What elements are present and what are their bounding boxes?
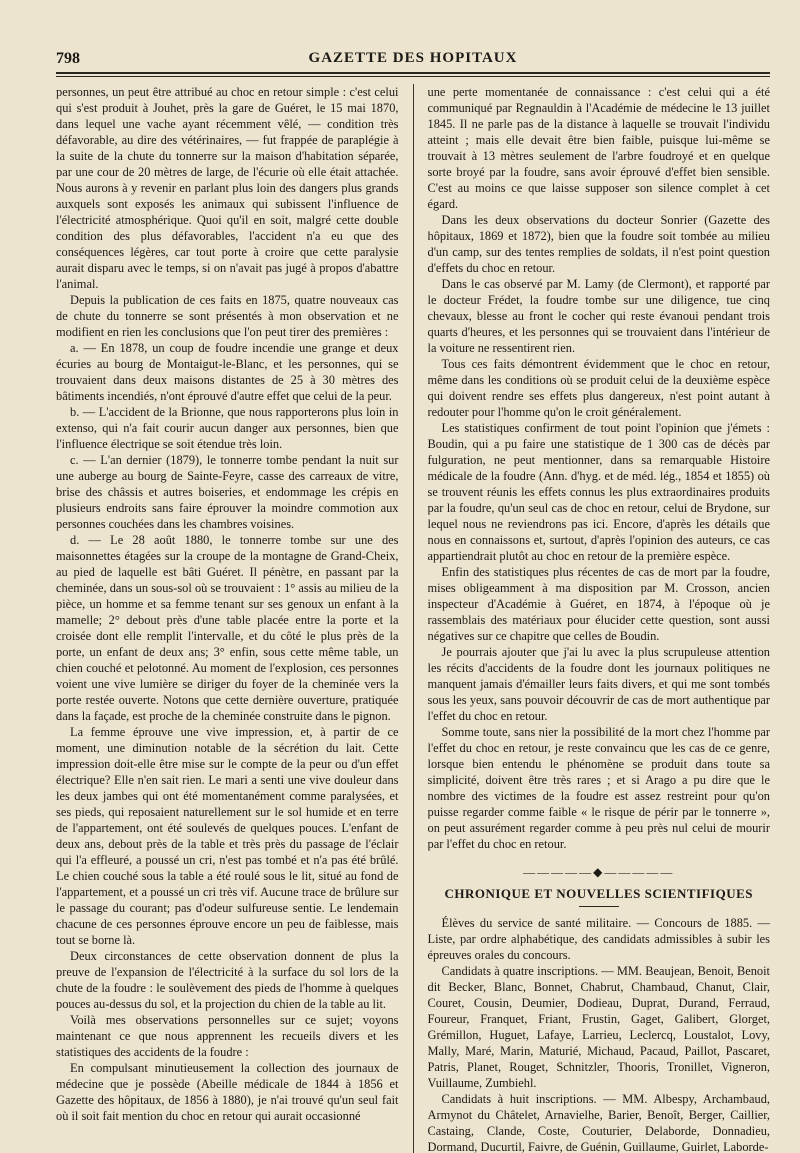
section-rule <box>579 906 619 907</box>
paragraph: c. — L'an dernier (1879), le tonnerre tombe pendant la nuit sur une auberge au bourg de Sainte-Feyre, casse des carreaux de vitre, brise des châssis et autres boiseries, et endommage les crépis en plusieurs endroits sans faire éprouver la moindre commotion aux personnes couchées dans les chambres voisines. <box>56 453 399 531</box>
page-header <box>56 48 770 70</box>
paragraph: Candidats à huit inscriptions. — MM. Albespy, Archambaud, Armynot du Châtelet, Arnavielhe, Barier, Benoît, Berger, Caillier, Castaing, Clande, Coste, Couturier, Delaborde, Donnadieu, Dormand, Ducurtil, Faivre, de Guénin, Guillaume, Guirlet, Laborde- <box>427 1092 770 1153</box>
section-body <box>428 915 771 1153</box>
column-divider <box>413 84 414 1153</box>
paragraph: Depuis la publication de ces faits en 1875, quatre nouveaux cas de chute du tonnerre se sont présentés à mon observation et ne modifient en rien les conclusions que l'on peut tirer des premières : <box>56 293 399 339</box>
right-column-body <box>428 84 771 852</box>
paragraph: Tous ces faits démontrent évidemment que le choc en retour, même dans les conditions où se produit celui de la deuxième espèce qui doivent rendre ses effets plus dangereux, n'est point autant à redouter pour l'homme qu'on le croit généralement. <box>427 357 770 419</box>
paragraph: La femme éprouve une vive impression, et, à partir de ce moment, une diminution notable de la sécrétion du lait. Cette impression doit-elle être mise sur le compte de la peur ou d'un effet électrique? Elle n'en sait rien. Le mari a senti une vive douleur dans les deux jambes qui ont été momentanément comme paralysées, et ses pieds, qui reposaient naturellement sur le sol humide et en terre de l'appartement, ont été soulevés de quelques pouces. L'enfant de deux ans, debout près de la table et très près du passage de l'éclair qui l'a effleuré, a poussé un cri, n'est pas tombé et n'a pas été brûlé. Le chien couché sous la table a été roulé sous le lit, situé au fond de l'appartement, et a poussé un cri très vif. Aucune trace de brûlure sur le passage du courant; pas d'odeur sulfureuse sentie. Le lendemain chacune de ces personnes éprouve encore un peu de faiblesse, mais tout se borne là. <box>56 725 399 947</box>
journal-title: GAZETTE DES HOPITAUX <box>308 50 518 66</box>
article-columns <box>56 84 770 1153</box>
paragraph: une perte momentanée de connaissance : c'est celui qui a été communiqué par Regnauldin à l'Académie de médecine le 13 juillet 1845. Il ne parle pas de la distance à laquelle se trouvait l'individu atteint ; mais elle devait être bien faible, puisque lui-même se trouvait à 13 mètres seulement de l'arbre foudroyé et en quelque sorte broyé par la foudre, sans avoir éprouvé d'effet bien sensible. C'est au moins ce que laisse supposer son silence complet à cet égard. <box>427 85 770 211</box>
section-ornament: —————◆————— <box>523 865 675 879</box>
paragraph: b. — L'accident de la Brionne, que nous rapporterons plus loin in extenso, qui n'a fait courir aucun danger aux personnes, bien que l'influence électrique se soit étendue très loin. <box>56 405 399 451</box>
paragraph: Dans le cas observé par M. Lamy (de Clermont), et rapporté par le docteur Frédet, la foudre tombe sur une diligence, tue cinq chevaux, blesse au front le cocher qui reste évanoui pendant trois quarts d'heures, et les personnes qui se trouvaient dans l'intérieur de la voiture ne ressentirent rien. <box>427 277 770 355</box>
paragraph: Élèves du service de santé militaire. — Concours de 1885. — Liste, par ordre alphabétique, des candidats admissibles à subir les épreuves orales du concours. <box>427 916 770 962</box>
paragraph: Somme toute, sans nier la possibilité de la mort chez l'homme par l'effet du choc en retour, je reste convaincu que les cas de ce genre, lorsque bien entendu le phénomène se produit dans toute sa simplicité, doivent être très rares ; et si Arago a pu dire que le nombre des victimes de la foudre est assez restreint pour qu'on puisse regarder comme faible « le risque de périr par le tonnerre », on peut assurément regarder comme à peu près nul celui de mourir par l'effet du choc en retour. <box>427 725 770 851</box>
paragraph: personnes, un peut être attribué au choc en retour simple : c'est celui qui s'est produit à Jouhet, près la gare de Guéret, le 15 mai 1870, dans lequel une vache ayant récemment vêlé, — condition très défavorable, au dire des vétérinaires, — fut frappée de paraplégie à la suite de la chute du tonnerre sur la maison d'habitation séparée, par une cour de 20 mètres de large, de l'écurie où elle était attachée. Nous aurons à y revenir en parlant plus loin des dangers plus grands auxquels sont exposés les animaux qui subissent l'influence de l'électricité atmosphérique. Quoi qu'il en soit, malgré cette double condition des plus défavorables, l'accident n'a eu que des conséquences légères, car tout porte à croire que cette paralysie aurait disparu avec le temps, si on n'avait pas jugé à propos d'abattre l'animal. <box>56 85 399 291</box>
paragraph: Enfin des statistiques plus récentes de cas de mort par la foudre, mises obligeamment à ma disposition par M. Crosson, ancien inspecteur d'Académie à Guéret, en 1874, à l'époque où je rassemblais des matériaux pour élucider cette question, sont aussi négatives sur ce chapitre que celles de Boudin. <box>427 565 770 643</box>
paragraph: Deux circonstances de cette observation donnent de plus la preuve de l'expansion de l'électricité à la surface du sol lors de la chute de la foudre : le soulèvement des pieds de l'homme à quelques pouces au-dessus du sol, et la projection du chien de la table au lit. <box>56 949 399 1011</box>
section-heading: CHRONIQUE ET NOUVELLES SCIENTIFIQUES <box>444 886 754 901</box>
paragraph: d. — Le 28 août 1880, le tonnerre tombe sur une des maisonnettes étagées sur la croupe de la montagne de Grand-Cheix, au pied de laquelle est bâti Guéret. Il pénètre, en passant par la cheminée, dans un sous-sol où se trouvaient : 1° assis au milieu de la pièce, un homme et sa femme tenant sur ses genoux un enfant à la mamelle; 2° debout près d'une table placée entre la porte et la croisée dont elle remplit l'intervalle, et du côté le plus près de la porte, un enfant de deux ans; 3° enfin, sous cette même table, un chien couché et pelotonné. Au moment de l'explosion, ces personnes voient une vive lumière se diriger du foyer de la cheminée vers la porte restée ouverte. Notons que cette dernière ouverture, pratiquée dans la façade, est proche de la cheminée construite dans le pignon. <box>56 533 399 723</box>
header-rule-thin <box>56 76 770 77</box>
page-number: 798 <box>56 50 80 67</box>
paragraph: En compulsant minutieusement la collection des journaux de médecine que je possède (Abeille médicale de 1844 à 1856 et Gazette des hôpitaux, de 1856 à 1880), je n'ai trouvé qu'un seul fait où il soit fait mention du choc en retour qui aurait occasionné <box>56 1061 399 1123</box>
paragraph: Candidats à quatre inscriptions. — MM. Beaujean, Benoit, Benoit dit Becker, Blanc, Bonnet, Chabrut, Chambaud, Chanut, Clair, Couret, Cousin, Deumier, Dodieau, Duprat, Durand, Ferraud, Foureur, Franquet, Friant, Frustin, Gaget, Galibert, Glorget, Grémillon, Huguet, Lafaye, Larrieu, Leclercq, Loustalot, Lovy, Mally, Maré, Marin, Maturié, Michaud, Pacaud, Paillot, Pascaret, Patris, Planet, Rouget, Schnitzler, Thooris, Tronillet, Vigneron, Vuillaume, Zumbiehl. <box>427 964 770 1090</box>
paragraph: Voilà mes observations personnelles sur ce sujet; voyons maintenant ce que nous apprennent les recueils divers et les statistiques des accidents de la foudre : <box>56 1013 399 1059</box>
paragraph: Je pourrais ajouter que j'ai lu avec la plus scrupuleuse attention les récits d'accidents de la foudre dont les journaux politiques ne manquent jamais d'émailler leurs faits divers, et qui me sont tombés sous les yeux, sans pouvoir découvrir de cas de mort authentique par l'effet du choc en retour. <box>427 645 770 723</box>
paragraph: Dans les deux observations du docteur Sonrier (Gazette des hôpitaux, 1869 et 1872), bien que la foudre soit tombée au milieu d'un camp, sur des tentes remplies de soldats, il n'est point question d'effets du choc en retour. <box>427 213 770 275</box>
paragraph: Les statistiques confirment de tout point l'opinion que j'émets : Boudin, qui a pu faire une statistique de 1 300 cas de décès par fulguration, ne peut mentionner, dans sa remarquable Histoire médicale de la foudre (Ann. d'hyg. et de méd. lég., 1854 et 1855) où se trouvent réunis les effets connus les plus extraordinaires produits par la foudre, qu'un seul cas de choc en retour, celui de Brydone, sur lequel nous ne reviendrons pas ici. Encore, d'après les détails que nous en connaissons et, surtout, d'après l'opinion des auteurs, ce cas appartiendrait plutôt au choc en retour de la première espèce. <box>427 421 770 563</box>
left-column <box>56 84 399 1153</box>
header-rule <box>56 72 770 74</box>
right-column <box>428 84 771 1153</box>
paragraph: a. — En 1878, un coup de foudre incendie une grange et deux écuries au bourg de Montaigut-le-Blanc, et les personnes, qui se trouvaient dans deux maisons distantes de 25 à 30 mètres des bâtiments incendiés, n'ont éprouvé d'autre effet que celui de la peur. <box>56 341 399 403</box>
